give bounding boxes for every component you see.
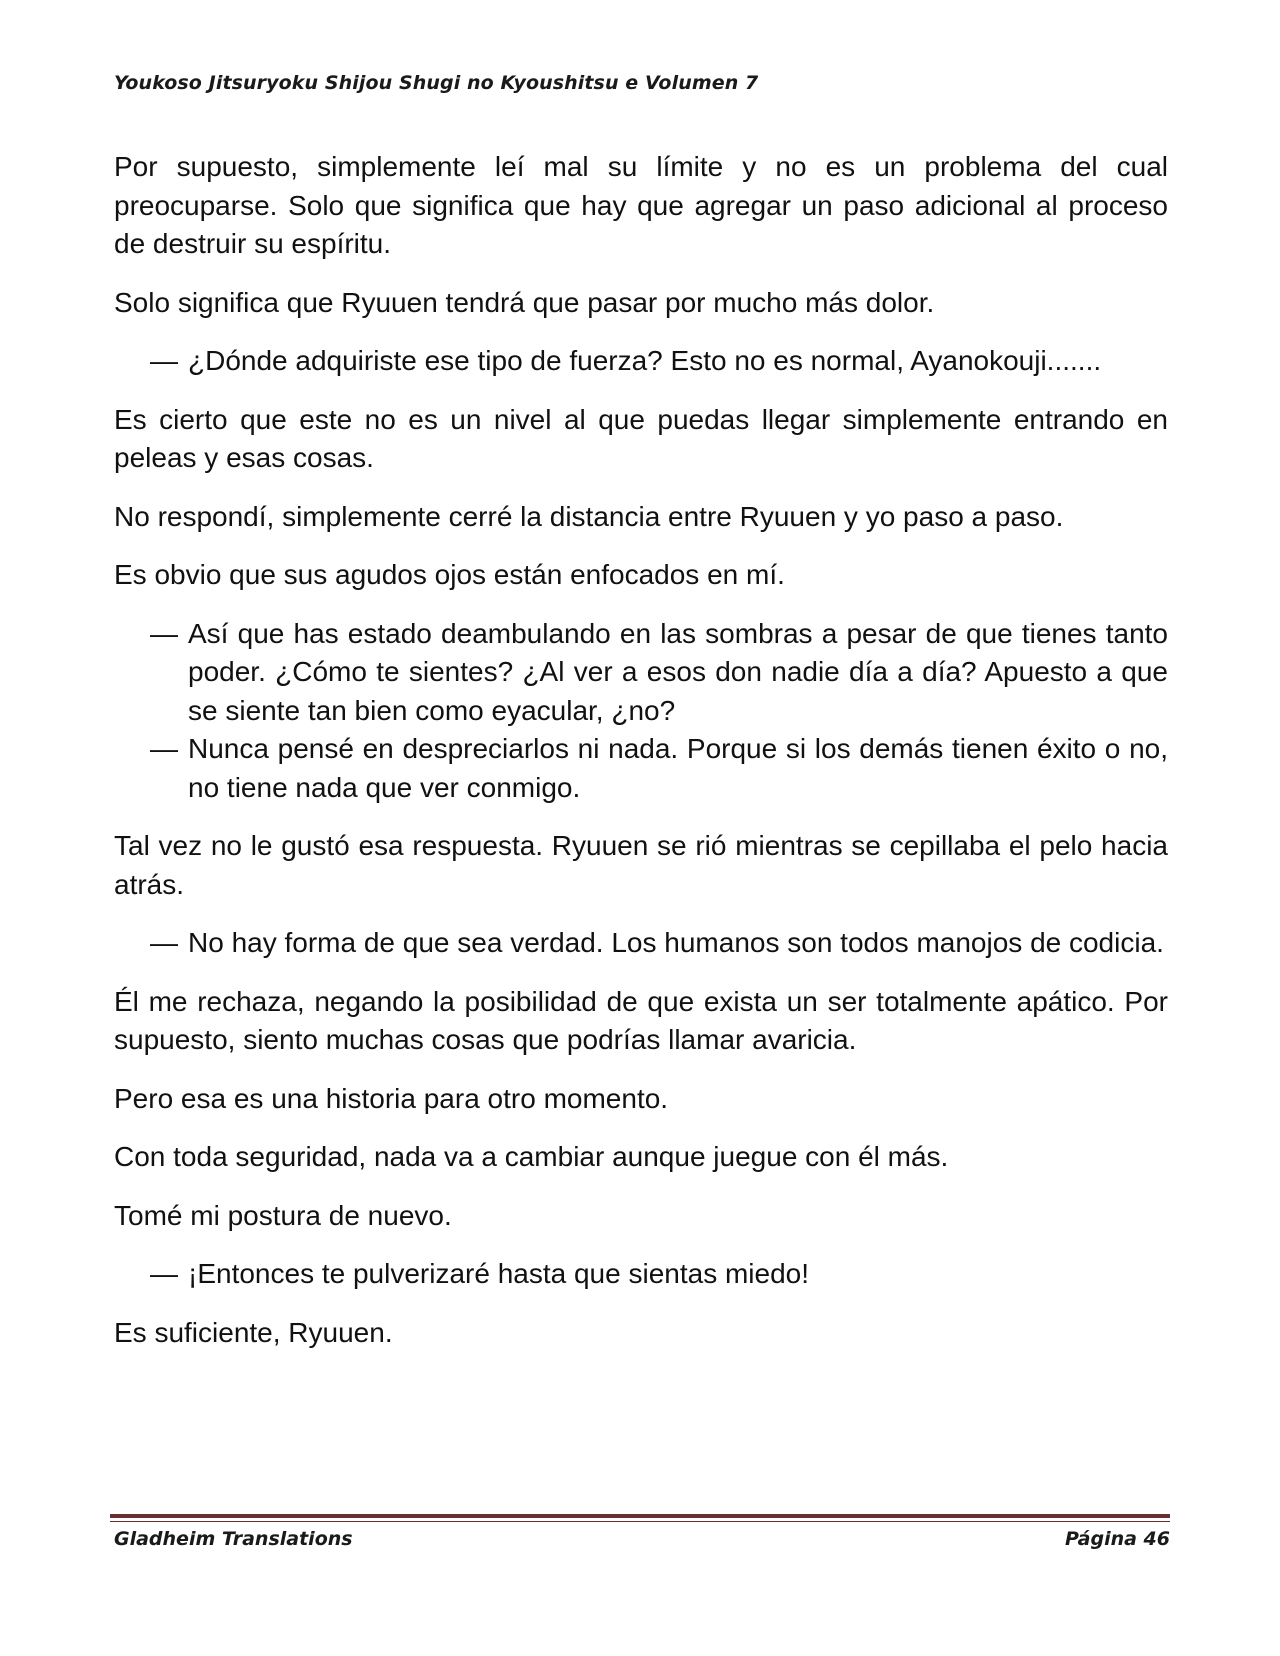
dialogue-text: ¡Entonces te pulverizaré hasta que sientas miedo! <box>188 1258 810 1289</box>
dialogue-text: Así que has estado deambulando en las sombras a pesar de que tienes tanto poder. ¿Cómo te sientes? ¿Al ver a esos don nadie día a día? Apuesto a que se siente tan bien como eyacular, ¿no? <box>188 617 1168 726</box>
paragraph: Es suficiente, Ryuuen. <box>114 1316 393 1348</box>
dialogue-group <box>114 615 1168 808</box>
dialogue-dash: — <box>150 1258 178 1289</box>
dialogue-dash: — <box>150 345 178 376</box>
paragraph: Tomé mi postura de nuevo. <box>114 1199 452 1231</box>
footer-divider-thick <box>110 1514 1170 1518</box>
dialogue-dash: — <box>150 927 178 958</box>
paragraph: Es cierto que este no es un nivel al que puedas llegar simplemente entrando en peleas y esas cosas. <box>114 403 1168 473</box>
footer-divider-thin <box>110 1521 1170 1522</box>
dialogue-text: ¿Dónde adquiriste ese tipo de fuerza? Esto no es normal, Ayanokouji....... <box>188 345 1102 376</box>
dialogue-line <box>114 342 1168 381</box>
dialogue-text: Nunca pensé en despreciarlos ni nada. Porque si los demás tienen éxito o no, no tiene nada que ver conmigo. <box>188 733 1168 803</box>
paragraph: Solo significa que Ryuuen tendrá que pasar por mucho más dolor. <box>114 286 935 318</box>
dialogue-line <box>114 1255 1168 1294</box>
page-header-title: Youkoso Jitsuryoku Shijou Shugi no Kyoushitsu e Volumen 7 <box>114 72 759 94</box>
paragraph: No respondí, simplemente cerré la distancia entre Ryuuen y yo paso a paso. <box>114 500 1064 532</box>
footer-page-number: Página 46 <box>1064 1528 1170 1550</box>
dialogue-dash: — <box>150 733 178 764</box>
paragraph: Él me rechaza, negando la posibilidad de que exista un ser totalmente apático. Por supuesto, siento muchas cosas que podrías llamar avaricia. <box>114 985 1168 1055</box>
dialogue-line <box>114 615 1168 731</box>
paragraph: Pero esa es una historia para otro momento. <box>114 1082 669 1114</box>
dialogue-text: No hay forma de que sea verdad. Los humanos son todos manojos de codicia. <box>188 927 1164 958</box>
page-body <box>114 148 1168 1372</box>
dialogue-group <box>114 342 1168 381</box>
dialogue-line <box>114 924 1168 963</box>
dialogue-group <box>114 924 1168 963</box>
footer-translator-credit: Gladheim Translations <box>114 1528 353 1550</box>
paragraph: Tal vez no le gustó esa respuesta. Ryuuen se rió mientras se cepillaba el pelo hacia atrás. <box>114 830 1168 900</box>
paragraph: Es obvio que sus agudos ojos están enfocados en mí. <box>114 559 785 590</box>
paragraph: Con toda seguridad, nada va a cambiar aunque juegue con él más. <box>114 1141 949 1172</box>
dialogue-dash: — <box>150 617 178 649</box>
paragraph: Por supuesto, simplemente leí mal su límite y no es un problema del cual preocuparse. Solo que significa que hay que agregar un paso adicional al proceso de destruir su espíritu. <box>114 151 1168 259</box>
dialogue-group <box>114 1255 1168 1294</box>
dialogue-line <box>114 730 1168 807</box>
